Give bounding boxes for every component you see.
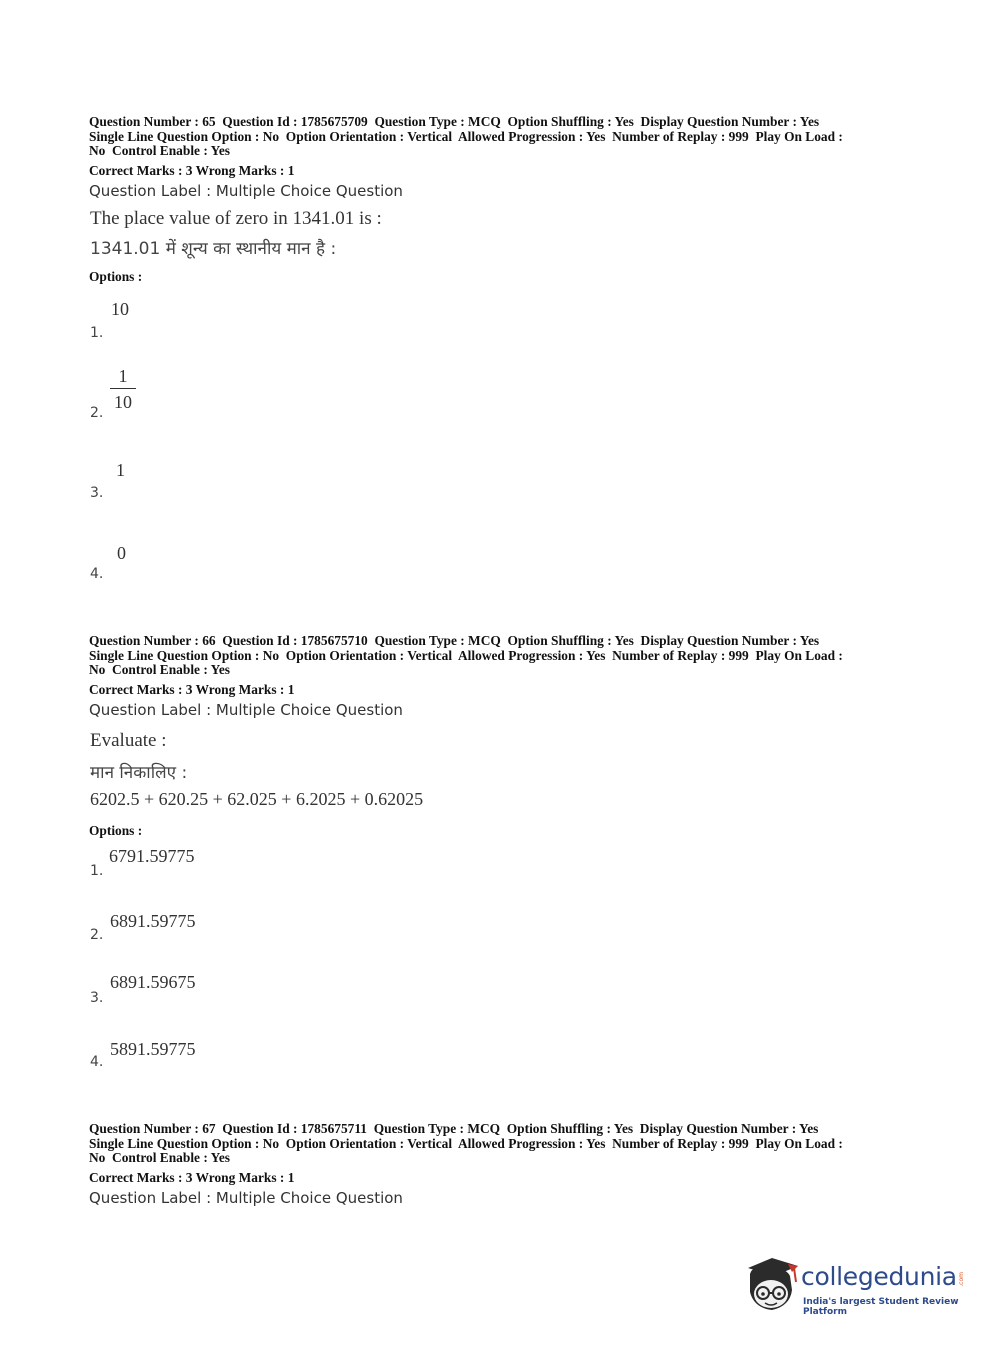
option-1-value: 6791.59775 (109, 846, 195, 866)
question-label: Question Label : Multiple Choice Question (89, 701, 403, 719)
question-meta (89, 115, 919, 159)
option-4-number: 4. (90, 1054, 104, 1070)
question-text-en: Evaluate : (90, 730, 167, 751)
option-1-number: 1. (90, 325, 104, 341)
meta-line: No Control Enable : Yes (89, 1150, 230, 1166)
option-3-value: 1 (116, 460, 125, 480)
option-3-number: 3. (90, 485, 104, 501)
mascot-icon (742, 1250, 802, 1320)
meta-line: Question Number : 67 Question Id : 1785675711 Question Type : MCQ Option Shuffling : Yes Display Question Number : Yes (89, 1121, 819, 1136)
option-2-number: 2. (90, 927, 104, 943)
option-2-fraction (110, 366, 136, 412)
option-2-value: 6891.59775 (110, 911, 196, 931)
option-4-value: 0 (117, 543, 126, 563)
option-3-value: 6891.59675 (110, 972, 196, 992)
option-1-number: 1. (90, 863, 104, 879)
question-meta (89, 1122, 919, 1166)
option-4-value: 5891.59775 (110, 1039, 196, 1059)
question-expression: 6202.5 + 620.25 + 62.025 + 6.2025 + 0.62025 (90, 789, 424, 809)
option-4-number: 4. (90, 566, 104, 582)
logo-com: .com (958, 1272, 965, 1287)
meta-line: Single Line Question Option : No Option Orientation : Vertical Allowed Progression : Yes Number of Replay : 999 Play On Load : (89, 128, 843, 144)
fraction-bar (110, 388, 136, 389)
meta-line: Single Line Question Option : No Option Orientation : Vertical Allowed Progression : Yes Number of Replay : 999 Play On Load : (89, 1135, 843, 1151)
fraction-numerator: 1 (118, 366, 128, 386)
option-2-number: 2. (90, 405, 104, 421)
meta-line: No Control Enable : Yes (89, 662, 230, 678)
question-label: Question Label : Multiple Choice Question (89, 182, 403, 200)
marks-info: Correct Marks : 3 Wrong Marks : 1 (89, 163, 295, 178)
logo-name: collegedunia (801, 1262, 957, 1291)
marks-info: Correct Marks : 3 Wrong Marks : 1 (89, 1170, 295, 1185)
logo-tagline: India's largest Student Review Platform (803, 1297, 959, 1317)
option-3-number: 3. (90, 990, 104, 1006)
meta-line: Question Number : 65 Question Id : 1785675709 Question Type : MCQ Option Shuffling : Yes Display Question Number : Yes (89, 114, 820, 129)
meta-line: No Control Enable : Yes (89, 143, 230, 159)
option-1-value: 10 (111, 299, 129, 319)
question-label: Question Label : Multiple Choice Question (89, 1189, 403, 1207)
options-label: Options : (89, 269, 143, 284)
options-label: Options : (89, 823, 143, 838)
fraction-denominator: 10 (114, 392, 132, 412)
meta-line: Question Number : 66 Question Id : 1785675710 Question Type : MCQ Option Shuffling : Yes Display Question Number : Yes (89, 633, 820, 648)
marks-info: Correct Marks : 3 Wrong Marks : 1 (89, 682, 295, 697)
meta-line: Single Line Question Option : No Option Orientation : Vertical Allowed Progression : Yes Number of Replay : 999 Play On Load : (89, 647, 843, 663)
question-text-hi: 1341.01 में शून्य का स्थानीय मान है : (90, 239, 337, 259)
question-text-en: The place value of zero in 1341.01 is : (90, 208, 382, 229)
question-meta (89, 634, 919, 678)
question-text-hi: मान निकालिए : (90, 763, 188, 783)
